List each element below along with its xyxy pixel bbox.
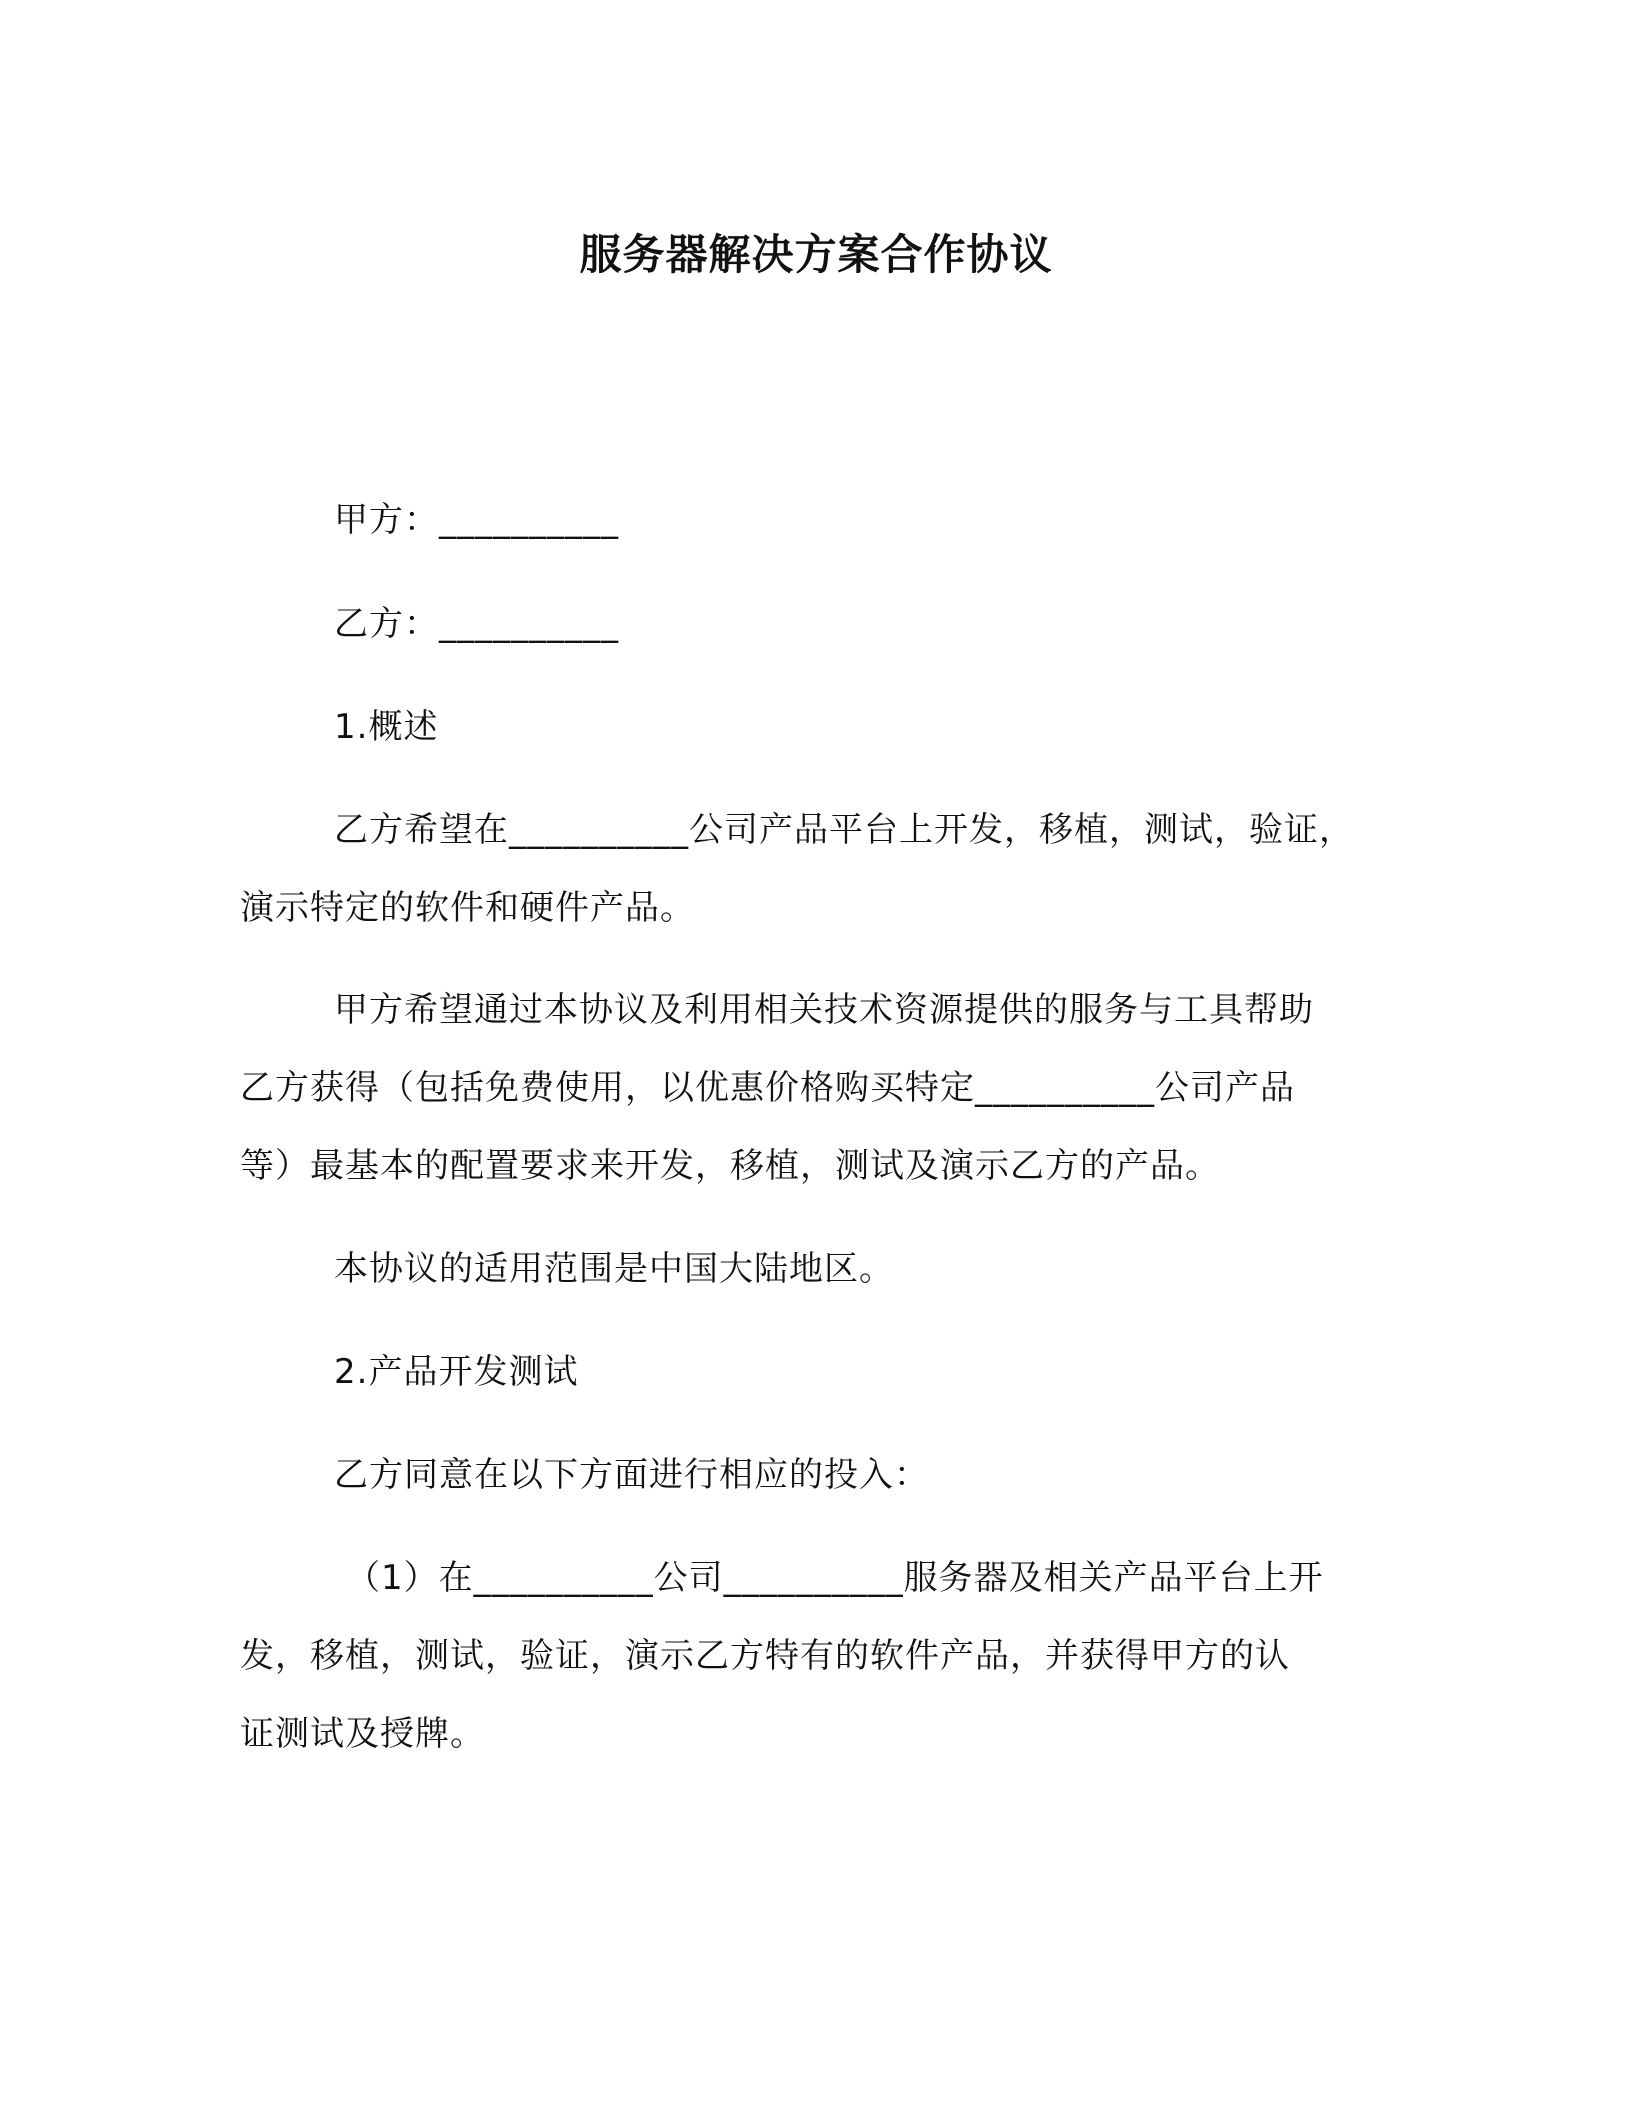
paragraph-3: 本协议的适用范围是中国大陆地区。: [334, 1249, 894, 1289]
party-b-line: 乙方：__________: [334, 604, 619, 644]
party-a-line: 甲方：__________: [334, 500, 619, 540]
item-1-line-2: 发，移植，测试，验证，演示乙方特有的软件产品，并获得甲方的认: [240, 1636, 1290, 1676]
document-title: 服务器解决方案合作协议: [579, 230, 1053, 279]
item-1-line-3: 证测试及授牌。: [240, 1714, 485, 1754]
paragraph-1-line-1: 乙方希望在__________公司产品平台上开发，移植，测试，验证，: [334, 810, 1354, 850]
paragraph-2-line-1: 甲方希望通过本协议及利用相关技术资源提供的服务与工具帮助: [334, 990, 1314, 1030]
section-2-heading: 2.产品开发测试: [334, 1352, 579, 1392]
paragraph-1-line-2: 演示特定的软件和硬件产品。: [240, 888, 695, 928]
paragraph-2-line-2: 乙方获得（包括免费使用，以优惠价格购买特定__________公司产品: [240, 1068, 1295, 1108]
paragraph-2-line-3: 等）最基本的配置要求来开发，移植，测试及演示乙方的产品。: [240, 1146, 1220, 1186]
section-1-heading: 1.概述: [334, 707, 439, 747]
item-1-line-1: （1）在__________公司__________服务器及相关产品平台上开: [346, 1558, 1324, 1598]
paragraph-4: 乙方同意在以下方面进行相应的投入：: [334, 1455, 929, 1495]
